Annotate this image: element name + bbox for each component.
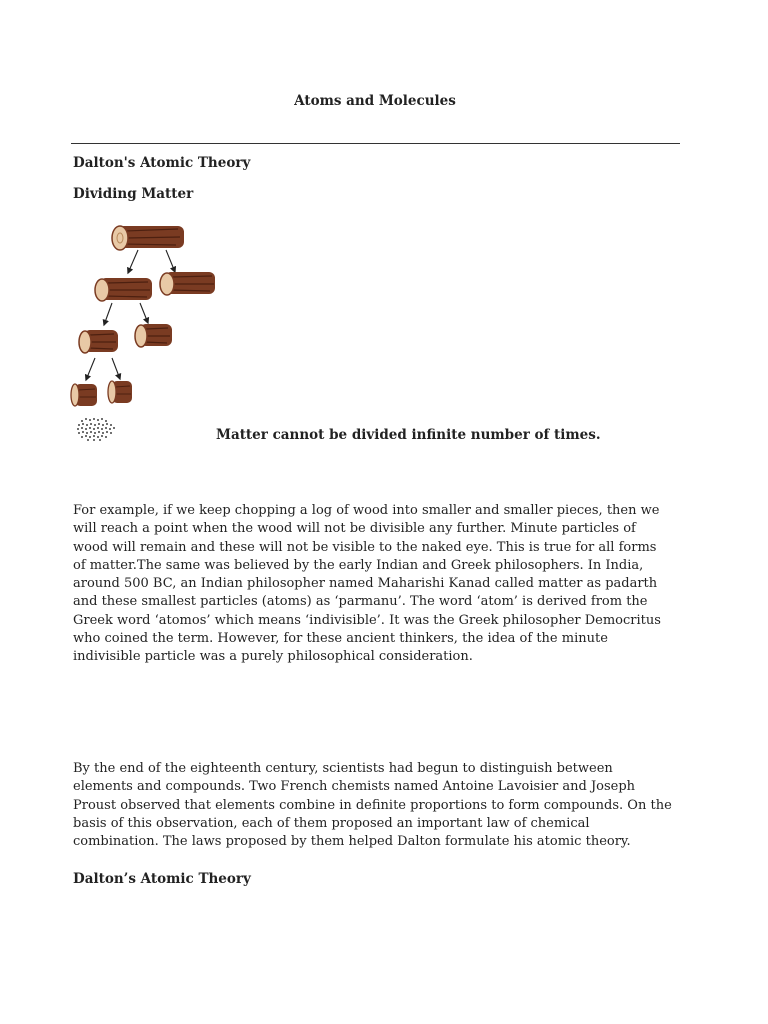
wood-log-icon (112, 226, 184, 250)
paragraph-chemical-combination: By the end of the eighteenth century, scientists had begun to distinguish between elements and compounds. Two French chemists named Antoine Lavoisier and Joseph Proust observed that elements combine in definite proportions to form compounds. On the basis of this observation, each of them proposed an important law of chemical combination. The laws proposed by them helped Dalton formulate his atomic theory. (73, 761, 672, 850)
wood-log-division-diagram (70, 218, 220, 448)
wood-log-icon (79, 330, 118, 353)
division-arrows (86, 250, 175, 380)
figure-caption: Matter cannot be divided infinite number of times. (216, 427, 601, 443)
section-heading-daltons-atomic-theory-2: Dalton’s Atomic Theory (73, 871, 251, 887)
wood-log-icon (160, 272, 215, 295)
wood-log-icon (71, 384, 97, 406)
section-heading-daltons-atomic-theory: Dalton's Atomic Theory (73, 155, 251, 171)
section-heading-dividing-matter: Dividing Matter (73, 186, 194, 202)
title-divider (71, 143, 680, 144)
paragraph-dividing-matter: For example, if we keep chopping a log of wood into smaller and smaller pieces, then we will reach a point when the wood will not be divisible any further. Minute particles of wood will remain and these will not be visible to the naked eye. This is true for all forms of matter.The same was believed by the early Indian and Greek philosophers. In India, around 500 BC, an Indian philosopher named Maharishi Kanad called matter as padarth and these smallest particles (atoms) as ‘parmanu’. The word ‘atom’ is derived from the Greek word ‘atomos’ which means ‘indivisible’. It was the Greek philosopher Democritus who coined the term. However, for these ancient thinkers, the idea of the minute indivisible particle was a purely philosophical consideration. (73, 503, 661, 665)
wood-log-icon (108, 381, 132, 403)
wood-particles-icon (77, 418, 115, 441)
wood-log-icon (95, 278, 152, 301)
document-title: Atoms and Molecules (294, 93, 456, 109)
wood-log-icon (135, 324, 172, 347)
